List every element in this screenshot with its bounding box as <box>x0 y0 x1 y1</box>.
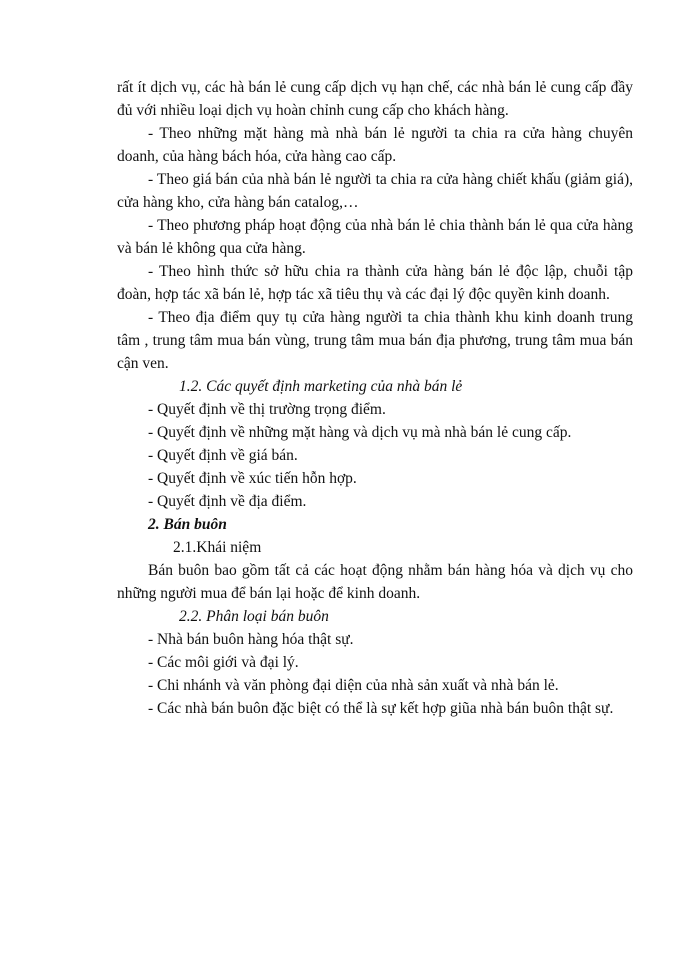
list-item: - Quyết định về xúc tiến hỗn hợp. <box>148 470 357 487</box>
paragraph-retail-by-ownership: - Theo hình thức sở hữu chia ra thành cửa hàng bán lẻ độc lập, chuỗi tập đoàn, hợp tác xã bán lẻ, hợp tác xã tiêu thụ và các đại lý độc quyền kinh doanh. <box>117 263 633 303</box>
list-item: - Quyết định về giá bán. <box>148 447 298 464</box>
list-item: - Nhà bán buôn hàng hóa thật sự. <box>148 631 354 648</box>
section-heading-2-1: 2.1.Khái niệm <box>173 539 262 556</box>
list-item: - Quyết định về những mặt hàng và dịch vụ mà nhà bán lẻ cung cấp. <box>148 424 572 441</box>
paragraph-wholesale-definition: Bán buôn bao gồm tất cả các hoạt động nhằm bán hàng hóa và dịch vụ cho những người mua để bán lại hoặc để kinh doanh. <box>117 562 633 602</box>
document-body <box>117 76 633 720</box>
section-heading-2: 2. Bán buôn <box>148 516 227 533</box>
list-item: - Các môi giới và đại lý. <box>148 654 299 671</box>
paragraph-retail-by-price: - Theo giá bán của nhà bán lẻ người ta chia ra cửa hàng chiết khấu (giảm giá), cửa hàng kho, cửa hàng bán catalog,… <box>117 171 633 211</box>
paragraph-retail-by-location: - Theo địa điểm quy tụ cửa hàng người ta chia thành khu kinh doanh trung tâm , trung tâm mua bán vùng, trung tâm mua bán địa phương, trung tâm mua bán cận ven. <box>117 309 633 372</box>
paragraph-continuation: rất ít dịch vụ, các hà bán lẻ cung cấp dịch vụ hạn chế, các nhà bán lẻ cung cấp đầy đủ với nhiều loại dịch vụ hoàn chỉnh cung cấp cho khách hàng. <box>117 79 633 119</box>
list-item: - Quyết định về thị trường trọng điểm. <box>148 401 386 418</box>
section-heading-1-2: 1.2. Các quyết định marketing của nhà bán lẻ <box>179 378 463 395</box>
list-item: - Các nhà bán buôn đặc biệt có thể là sự kết hợp giũa nhà bán buôn thật sự. <box>148 700 614 717</box>
section-heading-2-2: 2.2. Phân loại bán buôn <box>179 608 329 625</box>
list-item: - Chi nhánh và văn phòng đại diện của nhà sản xuất và nhà bán lẻ. <box>148 677 559 694</box>
paragraph-retail-by-product: - Theo những mặt hàng mà nhà bán lẻ người ta chia ra cửa hàng chuyên doanh, của hàng bách hóa, cửa hàng cao cấp. <box>117 125 633 165</box>
paragraph-retail-by-method: - Theo phương pháp hoạt động của nhà bán lẻ chia thành bán lẻ qua cửa hàng và bán lẻ không qua cửa hàng. <box>117 217 633 257</box>
list-item: - Quyết định về địa điểm. <box>148 493 307 510</box>
